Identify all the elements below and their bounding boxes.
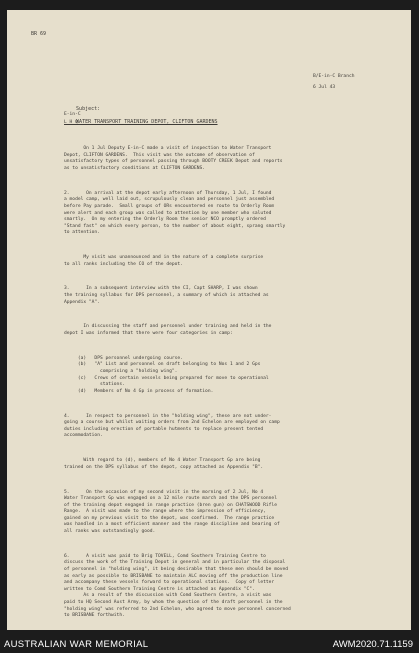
document-page: [7, 10, 411, 630]
paragraph: 5. On the occasion of my second visit in the morning of 2 Jul, No 4 Water Transport Gp was engaged on a 12 mile route march and the DPS personnel of the training depot engaged in range practice (bren gun) on CHATSWOOD Rifle Range. A visit was made to the range where the impression of efficiency, gained on my previous visit to the depot, was confirmed. The range practice was handled in a most efficient manner and the range discipline and bearing of all ranks was outstandingly good.: [64, 489, 280, 535]
document-body: [64, 133, 394, 630]
to-line: L H Q: [64, 120, 78, 125]
subject-label: Subject:: [76, 105, 101, 112]
date-line: 6 Jul 43: [313, 85, 336, 90]
paragraph: My visit was unannounced and in the nature of a complete surprise to all ranks including the CO of the depot.: [64, 255, 264, 267]
category-list: (a) DPS personnel undergoing course. (b) "A" List and personnel on draft belonging to Nos 1 and 2 Gps comprising a "holding wing". (c) Crews of certain vessels being prepared for move to operational stations. (d) Members of No 4 Gp in process of formation.: [77, 355, 269, 394]
paragraph: With regard to (d), members of No 4 Water Transport Gp are being trained on the DPS syllabus of the depot, copy attached as Appendix "B".: [64, 458, 264, 470]
footer-institution: AUSTRALIAN WAR MEMORIAL: [4, 639, 149, 650]
paragraph: 2. On arrival at the depot early afternoon of Thursday, 1 Jul, I found a model camp, well laid out, scrupulously clean and personnel just assembled before Pay parade. Small groups of ORs encountered en route to Orderly Room were alert and each group was called to attention by one member who saluted smartly. On my entering the Orderly Room the senior NCO promptly ordered "Stand fast" on which every person, to the number of about eight, sprang smartly to attention.: [64, 190, 286, 236]
document-tag: BR 69: [31, 31, 47, 37]
paragraph: 3. In a subsequent interview with the CI, Capt SHARP, I was shown the training syllabus for DPS personnel, a summary of which is attached as Appendix "A".: [64, 286, 269, 305]
footer-accession-number: AWM2020.71.1159: [332, 639, 413, 650]
from-line: E-in-C: [64, 112, 81, 117]
paragraph: 6. A visit was paid to Brig TOVELL, Comd Southern Training Centre to discuss the work of the Training Depot in general and in particular the disposal of personnel in "holding wing", it being desirable that these men should be moved as early as possible to BRISBANE to maintain ALC moving off the production line and accompany these vessels forward to operational stations. Copy of letter written to Comd Southern Training Centre is attached as Appendix "C". As a result of the discussion with Comd Southern Centre, a visit was paid to HQ Second Aust Army, by whom the question of the draft personnel in the "holding wing" was referred to 2nd Echelon, who agreed to move personnel concerned to BRISBANE forthwith.: [64, 553, 291, 619]
archive-footer: [0, 631, 419, 653]
paragraph: 4. In respect to personnel in the "holding wing", these are not under- going a course but whilst waiting orders from 2nd Echelon are employed on camp duties including erection of portable hutments to replace present tented accommodation.: [64, 413, 280, 439]
paragraph: On 1 Jul Deputy E-in-C made a visit of inspection to Water Transport Depot, CLIFTON GARDENS. This visit was the outcome of observation of unsatisfactory types of personnel passing through BOOTY CREEK Depot and reports as to unsatisfactory conditions at CLIFTON GARDENS.: [64, 146, 283, 171]
paragraph: In discussing the staff and personnel under training and held in the depot I was informed that there were four categories in camp:: [64, 324, 272, 337]
subject-line: [64, 99, 218, 132]
reference-line: B/E-in-C Branch: [313, 74, 355, 79]
subject-value: WATER TRANSPORT TRAINING DEPOT, CLIFTON GARDENS: [76, 118, 218, 125]
